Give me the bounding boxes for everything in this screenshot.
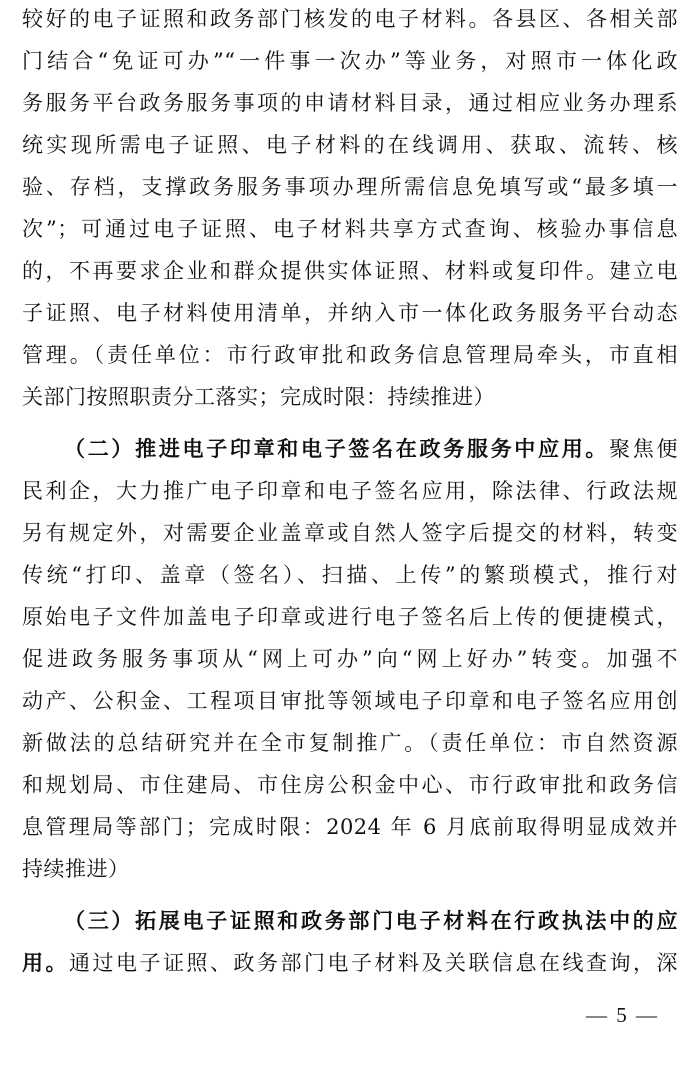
section-heading: （二）推进电子印章和电子签名在政务服务中应用。 [64,436,610,461]
text-line: 促进政务服务事项从“网上可办”向“网上好办”转变。加强不 [22,647,678,671]
text-line: 较好的电子证照和政务部门核发的电子材料。各县区、各相关部 [22,7,678,31]
text-run: 聚焦便 [609,437,679,461]
text-line: 原始电子文件加盖电子印章或进行电子签名后上传的便捷模式， [22,605,678,629]
text-line: 验、存档，支撑政务服务事项办理所需信息免填写或“最多填一 [22,175,678,199]
text-line: 务服务平台政务服务事项的申请材料目录，通过相应业务办理系 [22,91,678,115]
section-heading-end: 用。 [22,950,69,975]
section-heading: （三）拓展电子证照和政务部门电子材料在行政执法中的应 [64,908,678,933]
text-line: 次”；可通过电子证照、电子材料共享方式查询、核验办事信息 [22,217,678,241]
text-line: 和规划局、市住建局、市住房公积金中心、市行政审批和政务信 [22,773,678,797]
page-number: — 5 — [586,1003,659,1027]
text-line: 的，不再要求企业和群众提供实体证照、材料或复印件。建立电 [22,259,678,283]
text-line: 动产、公积金、工程项目审批等领域电子印章和电子签名应用创 [22,689,678,713]
text-line: 统实现所需电子证照、电子材料的在线调用、获取、流转、核 [22,133,678,157]
text-line: 管理。（责任单位：市行政审批和政务信息管理局牵头，市直相 [22,343,678,367]
text-line: 另有规定外，对需要企业盖章或自然人签字后提交的材料，转变 [22,521,678,545]
text-run: 通过电子证照、政务部门电子材料及关联信息在线查询，深 [69,951,678,975]
text-line: 传统“打印、盖章（签名）、扫描、上传”的繁琐模式，推行对 [22,563,678,587]
text-line: 民利企，大力推广电子印章和电子签名应用，除法律、行政法规 [22,479,678,503]
text-line: 新做法的总结研究并在全市复制推广。（责任单位：市自然资源 [22,731,678,755]
text-line: 息管理局等部门；完成时限：2024 年 6 月底前取得明显成效并 [22,815,678,839]
text-line: 关部门按照职责分工落实；完成时限：持续推进） [22,385,495,409]
text-line: 子证照、电子材料使用清单，并纳入市一体化政务服务平台动态 [22,301,678,325]
text-line: 门结合“免证可办”“一件事一次办”等业务，对照市一体化政 [22,49,678,73]
section-heading-line [64,430,678,468]
text-line: 持续推进） [22,857,130,881]
text-line [22,944,678,982]
